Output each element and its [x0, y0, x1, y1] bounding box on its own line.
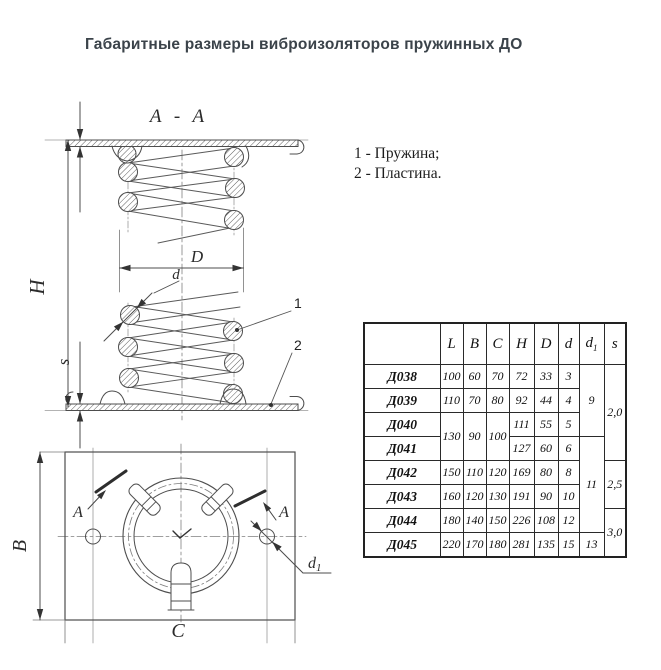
plate-tab-bottom [168, 563, 194, 610]
plan-view [9, 444, 331, 643]
table-cell: 72 [509, 365, 534, 389]
dim-B-label: B [9, 539, 31, 553]
dim-s [54, 342, 83, 448]
dim-d-label: d [172, 267, 180, 283]
table-cell: 11 [579, 437, 604, 533]
table-cell: 6 [558, 437, 579, 461]
dimensions-table [363, 322, 627, 558]
row-label: Д042 [364, 461, 440, 485]
table-cell: 4 [558, 389, 579, 413]
table-cell: 3 [558, 365, 579, 389]
leader-dot [235, 328, 239, 332]
technical-drawing [0, 85, 360, 670]
column-header: C [486, 323, 509, 365]
table-cell: 170 [463, 533, 486, 558]
table-cell: 191 [509, 485, 534, 509]
spring-coil [226, 179, 245, 198]
table-cell: 90 [534, 485, 558, 509]
column-header: $d_1$ [579, 323, 604, 365]
dim-d1-label: d1 [308, 555, 322, 574]
plate-tab-upper-left [127, 482, 162, 517]
spring-coil [225, 354, 244, 373]
spring-coil [224, 385, 243, 404]
table-cell: 130 [486, 485, 509, 509]
table-cell: 9 [579, 365, 604, 437]
table-cell: 169 [509, 461, 534, 485]
table-cell: 80 [534, 461, 558, 485]
section-mark-right [235, 491, 289, 521]
spring-coil [119, 193, 138, 212]
legend-line-plate: 2 - Пластина. [354, 165, 442, 182]
table-cell: 10 [558, 485, 579, 509]
legend [354, 144, 441, 184]
section-mark-left [72, 471, 126, 521]
legend-line-spring: 1 - Пружина; [354, 145, 440, 162]
callout-spring [235, 295, 302, 332]
table-cell: 60 [463, 365, 486, 389]
table-row [364, 533, 626, 558]
row-label: Д039 [364, 389, 440, 413]
table-cell: 100 [486, 413, 509, 461]
bottom-plate [66, 389, 304, 411]
dim-C-label: C [171, 620, 185, 642]
table-corner-cell [364, 323, 440, 365]
table-cell: 3,0 [604, 509, 626, 558]
table-cell: 70 [463, 389, 486, 413]
arrowhead [233, 265, 244, 271]
spring-coils-upper [119, 148, 245, 230]
table-header-row [364, 323, 626, 365]
spec-table-wrap [363, 322, 627, 558]
table-cell: 111 [509, 413, 534, 437]
table-cell: 90 [463, 413, 486, 461]
table-cell: 44 [534, 389, 558, 413]
table-cell: 80 [486, 389, 509, 413]
dim-D-label: D [190, 247, 204, 266]
table-cell: 2,5 [604, 461, 626, 509]
row-label: Д038 [364, 365, 440, 389]
section-mark-left-label: A [73, 504, 83, 521]
table-cell: 226 [509, 509, 534, 533]
table-cell: 150 [486, 509, 509, 533]
arrowhead [120, 265, 131, 271]
dim-top-plate-thickness [77, 102, 83, 212]
spring-coil [224, 322, 243, 341]
table-cell: 108 [534, 509, 558, 533]
arrowhead [37, 452, 43, 463]
column-header: L [440, 323, 463, 365]
table-cell: 127 [509, 437, 534, 461]
dim-H [25, 140, 71, 407]
table-cell: 33 [534, 365, 558, 389]
dim-s-label: s [54, 358, 73, 366]
table-cell: 160 [440, 485, 463, 509]
dim-B [9, 452, 43, 620]
table-cell: 110 [463, 461, 486, 485]
table-cell: 13 [579, 533, 604, 558]
table-cell: 281 [509, 533, 534, 558]
table-cell: 110 [440, 389, 463, 413]
table-cell: 140 [463, 509, 486, 533]
column-header: d [558, 323, 579, 365]
table-cell: 15 [558, 533, 579, 558]
spring-coil [119, 338, 138, 357]
dim-D [120, 228, 244, 292]
callout-2-label: 2 [294, 337, 302, 353]
table-body [364, 365, 626, 558]
column-header: s [604, 323, 626, 365]
top-plate [66, 140, 304, 167]
table-cell: 5 [558, 413, 579, 437]
table-cell: 55 [534, 413, 558, 437]
arrowhead [37, 609, 43, 620]
row-label: Д043 [364, 485, 440, 509]
table-cell: 120 [463, 485, 486, 509]
row-label: Д041 [364, 437, 440, 461]
dim-H-label: H [25, 279, 49, 295]
section-view [25, 102, 308, 448]
table-row [364, 365, 626, 389]
row-label: Д044 [364, 509, 440, 533]
table-cell: 70 [486, 365, 509, 389]
table-cell: 2,0 [604, 365, 626, 461]
leader-dot [269, 403, 273, 407]
column-header: B [463, 323, 486, 365]
spring-coil [119, 163, 138, 182]
plate-coil-joint [118, 145, 136, 163]
table-cell: 92 [509, 389, 534, 413]
table-cell: 180 [486, 533, 509, 558]
table-cell: 12 [558, 509, 579, 533]
plate-tab-upper-right [200, 482, 235, 517]
dim-d1 [251, 521, 331, 574]
table-cell: 8 [558, 461, 579, 485]
spring-coil [225, 211, 244, 230]
section-view-title: A - A [149, 106, 209, 127]
table-cell: 60 [534, 437, 558, 461]
table-cell: 135 [534, 533, 558, 558]
spring-coil [225, 148, 244, 167]
table-cell: 130 [440, 413, 463, 461]
spring-coil [120, 369, 139, 388]
row-label: Д040 [364, 413, 440, 437]
column-header: D [534, 323, 558, 365]
spring-wire-lines [128, 148, 240, 403]
table-cell: 220 [440, 533, 463, 558]
callout-1-label: 1 [294, 295, 302, 311]
page-title: Габаритные размеры виброизоляторов пружинных ДО [85, 36, 523, 53]
row-label: Д045 [364, 533, 440, 558]
table-cell: 120 [486, 461, 509, 485]
column-header: H [509, 323, 534, 365]
table-cell: 180 [440, 509, 463, 533]
table-cell: 100 [440, 365, 463, 389]
table-cell: 150 [440, 461, 463, 485]
section-mark-right-label: A [279, 504, 289, 521]
